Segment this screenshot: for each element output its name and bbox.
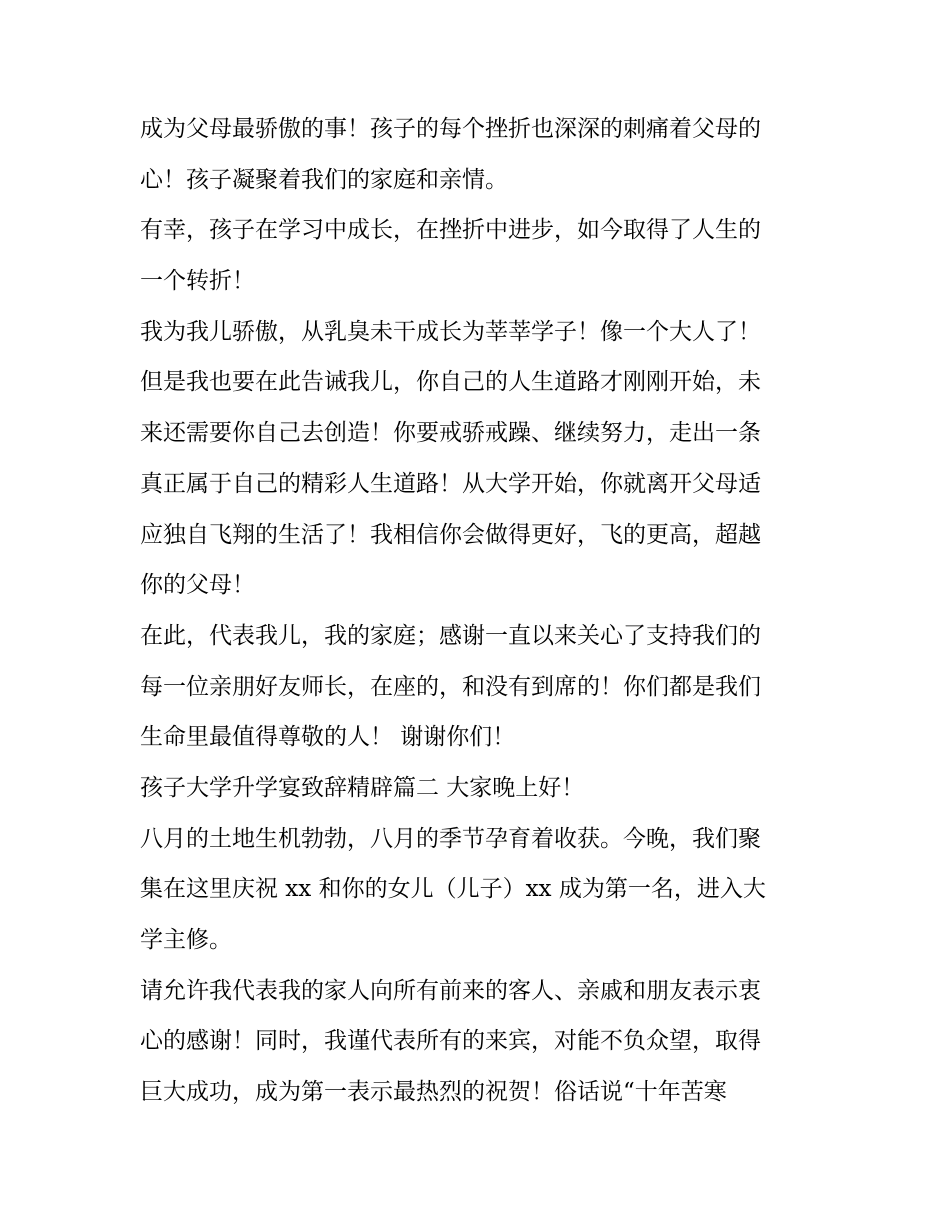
text-line: 来还需要你自己去创造！你要戒骄戒躁、继续努力，走出一条 [140, 420, 761, 447]
text-line: 每一位亲朋好友师长，在座的，和没有到席的！你们都是我们 [140, 673, 761, 700]
text-line: 八月的土地生机勃勃，八月的季节孕育着收获。今晚，我们聚 [140, 825, 761, 852]
text-line: 成为父母最骄傲的事！孩子的每个挫折也深深的刺痛着父母的 [140, 116, 761, 142]
text-line: 巨大成功，成为第一表示最热烈的祝贺！俗话说“十年苦寒 [140, 1079, 727, 1106]
text-line: 应独自飞翔的生活了！我相信你会做得更好，飞的更高，超越 [140, 521, 761, 548]
text-line: 我为我儿骄傲，从乳臭未干成长为莘莘学子！像一个大人了！ [140, 318, 761, 345]
text-line: 真正属于自己的精彩人生道路！从大学开始，你就离开父母适 [140, 470, 761, 497]
section-heading-line: 孩子大学升学宴致辞精辟篇二 大家晚上好！ [140, 774, 585, 801]
text-line: 生命里最值得尊敬的人！ 谢谢你们！ [140, 724, 516, 751]
text-line: 有幸，孩子在学习中成长，在挫折中进步，如今取得了人生的 [140, 217, 761, 244]
text-line: 但是我也要在此告诫我儿，你自己的人生道路才刚刚开始，未 [140, 369, 761, 396]
document-body [140, 104, 820, 1118]
text-line: 集在这里庆祝 xx 和你的女儿（儿子）xx 成为第一名，进入大 [140, 876, 766, 903]
text-line: 你的父母！ [140, 572, 255, 599]
text-line: 一个转折！ [140, 268, 255, 295]
text-line: 请允许我代表我的家人向所有前来的客人、亲戚和朋友表示衷 [140, 977, 761, 1004]
text-line: 心的感谢！同时，我谨代表所有的来宾，对能不负众望，取得 [140, 1028, 761, 1055]
text-line: 在此，代表我儿，我的家庭；感谢一直以来关心了支持我们的 [140, 622, 761, 649]
text-line: 心！孩子凝聚着我们的家庭和亲情。 [140, 166, 508, 193]
text-line: 学主修。 [140, 927, 232, 953]
